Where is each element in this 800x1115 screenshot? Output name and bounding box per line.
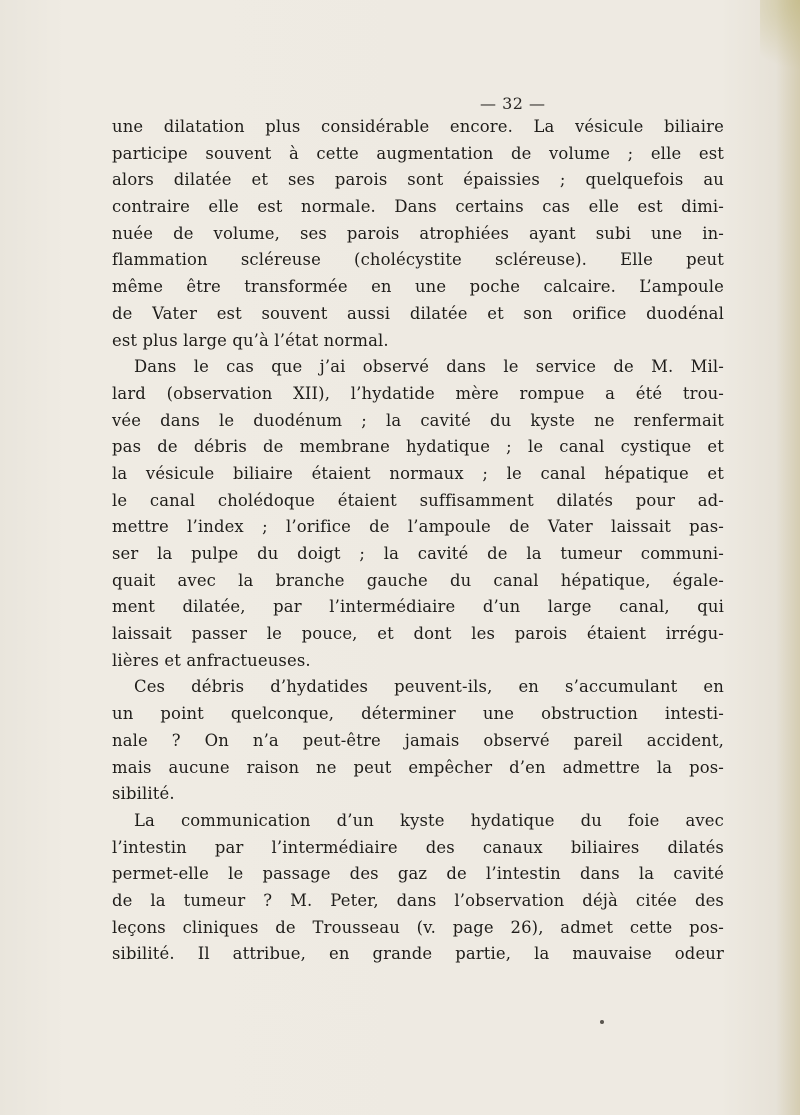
text-line: laissait passer le pouce, et dont les parois étaient irrégu- [112, 624, 724, 644]
text-line: Dans le cas que j’ai observé dans le service de M. Mil- [134, 357, 724, 377]
page-edge-shadow [776, 0, 800, 1115]
text-line: quait avec la branche gauche du canal hépatique, égale- [112, 570, 724, 590]
text-line: La communication d’un kyste hydatique du foie avec [134, 810, 724, 830]
text-line: mettre l’index ; l’orifice de l’ampoule de Vater laissait pas- [112, 517, 724, 537]
text-line: ment dilatée, par l’intermédiaire d’un large canal, qui [112, 597, 724, 617]
text-line: de Vater est souvent aussi dilatée et son orifice duodénal [112, 303, 724, 323]
text-line: un point quelconque, déterminer une obstruction intesti- [112, 704, 724, 724]
text-line: une dilatation plus considérable encore. La vésicule biliaire [112, 117, 724, 136]
text-line: sibilité. Il attribue, en grande partie, la mauvaise odeur [112, 944, 724, 964]
text-line: nuée de volume, ses parois atrophiées ayant subi une in- [112, 223, 724, 243]
text-line: permet-elle le passage des gaz de l’intestin dans la cavité [112, 864, 724, 884]
text-line: le canal cholédoque étaient suffisamment dilatés pour ad- [112, 490, 724, 510]
page-edge-stain [760, 0, 800, 90]
text-line: participe souvent à cette augmentation de volume ; elle est [112, 143, 724, 163]
text-line: sibilité. [112, 784, 175, 804]
text-line: vée dans le duodénum ; la cavité du kyste ne renfermait [112, 410, 724, 430]
paragraph [112, 114, 724, 354]
text-line: la vésicule biliaire étaient normaux ; le canal hépatique et [112, 463, 724, 483]
text-line: ser la pulpe du doigt ; la cavité de la tumeur communi- [112, 544, 724, 563]
paragraph [112, 354, 724, 674]
text-line: nale ? On n’a peut-être jamais observé pareil accident, [112, 730, 724, 750]
text-line: alors dilatée et ses parois sont épaissies ; quelquefois au [112, 170, 724, 190]
text-line: l’intestin par l’intermédiaire des canaux biliaires dilatés [112, 837, 724, 857]
text-line: leçons cliniques de Trousseau (v. page 26), admet cette pos- [112, 917, 724, 937]
text-line: contraire elle est normale. Dans certains cas elle est dimi- [112, 197, 724, 217]
text-line: mais aucune raison ne peut empêcher d’en admettre la pos- [112, 757, 724, 777]
paragraph [112, 674, 724, 807]
paragraph [112, 808, 724, 968]
text-line: est plus large qu’à l’état normal. [112, 330, 389, 350]
text-line: pas de débris de membrane hydatique ; le canal cystique et [112, 437, 724, 457]
page-number: — 32 — [480, 94, 546, 113]
text-line: lard (observation XII), l’hydatide mère rompue a été trou- [112, 383, 724, 403]
text-line: Ces débris d’hydatides peuvent-ils, en s’accumulant en [134, 677, 724, 697]
text-line: flammation scléreuse (cholécystite scléreuse). Elle peut [112, 250, 724, 270]
text-line: même être transformée en une poche calcaire. L’ampoule [112, 277, 724, 297]
text-line: de la tumeur ? M. Peter, dans l’observation déjà citée des [112, 890, 724, 910]
ink-speck [600, 1020, 604, 1024]
body-text [112, 114, 724, 968]
text-line: lières et anfractueuses. [112, 650, 311, 670]
